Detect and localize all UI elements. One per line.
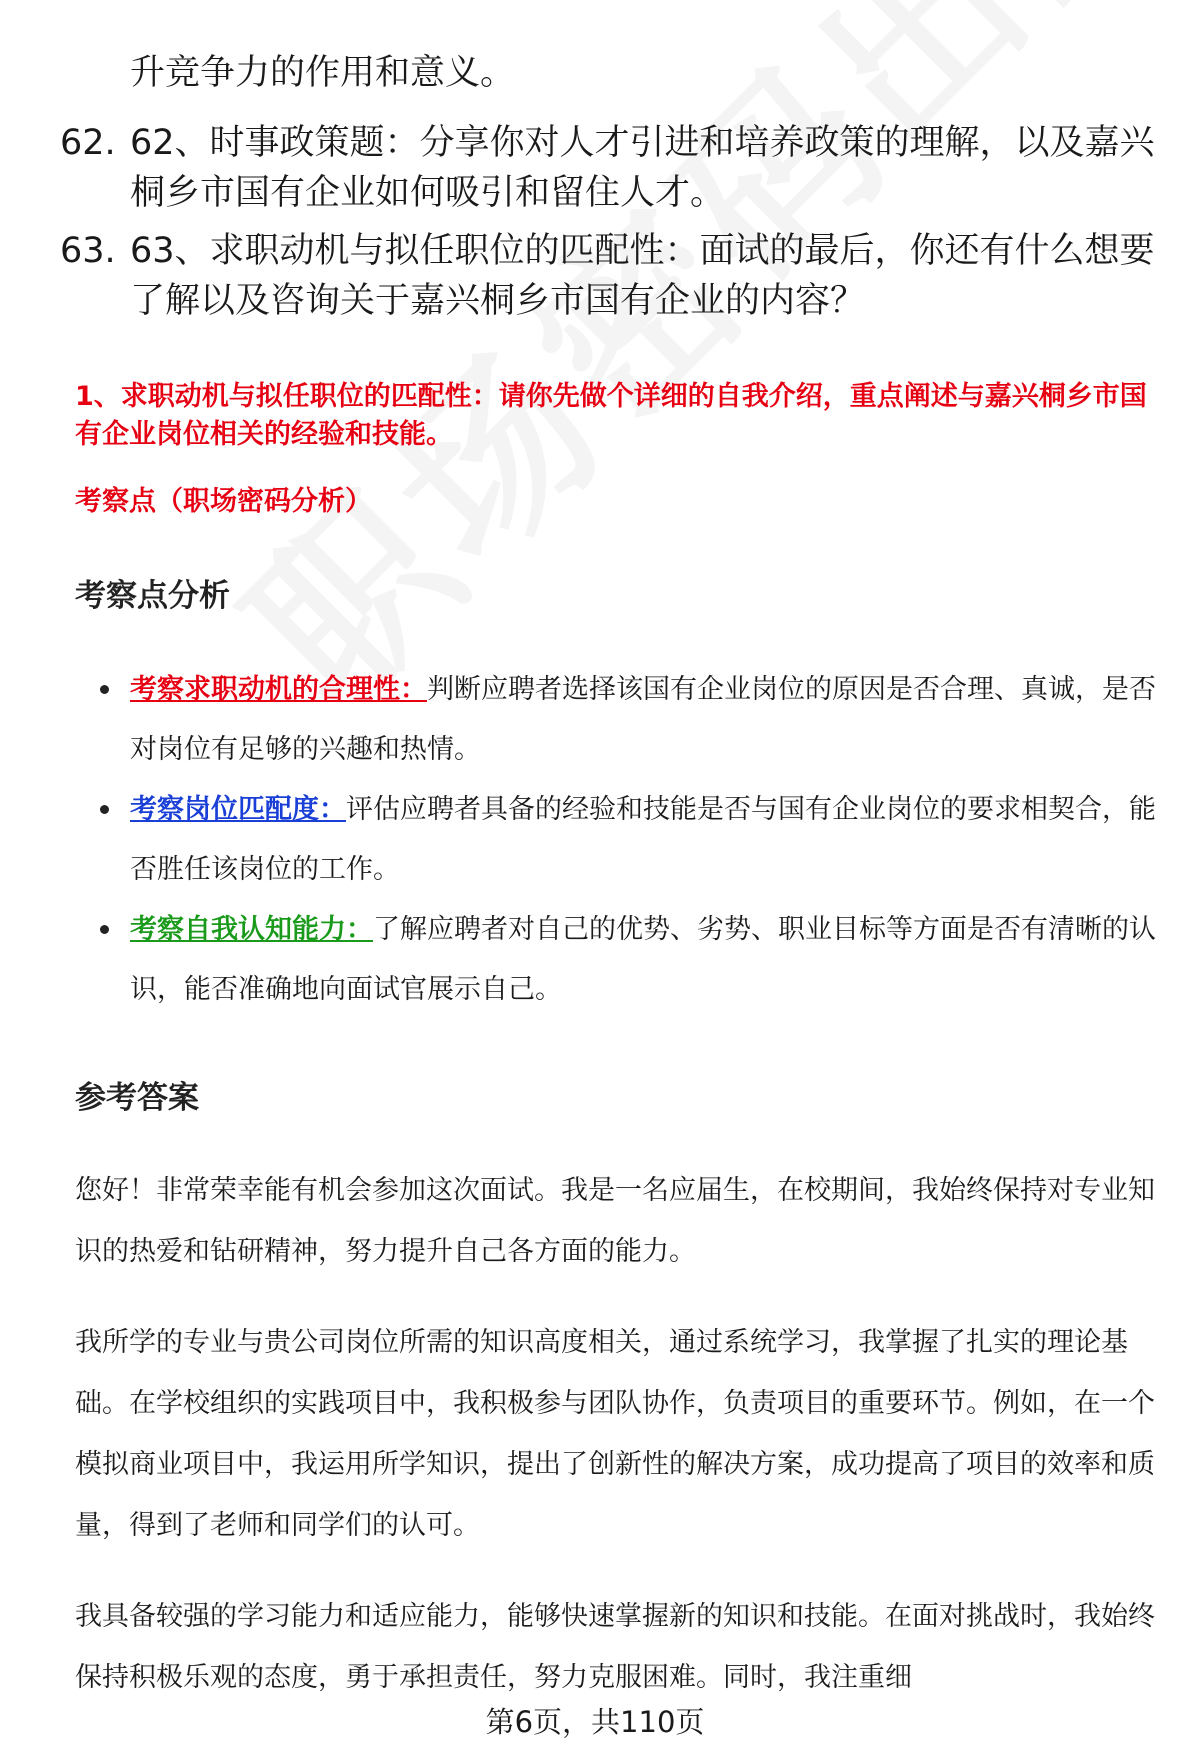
question-number: 63. (60, 231, 116, 271)
bullet-dot (100, 805, 109, 814)
kaochadian-label: 考察点（职场密码分析） (75, 486, 372, 517)
bullet-text: 判断应聘者选择该国有企业岗位的原因是否合理、真诚，是否对岗位有足够的兴趣和热情。 (130, 674, 1156, 765)
bullet-text: 了解应聘者对自己的优势、劣势、职业目标等方面是否有清晰的认识，能否准确地向面试官展示自己。 (130, 914, 1156, 1005)
question-text: 62、时事政策题：分享你对人才引进和培养政策的理解，以及嘉兴桐乡市国有企业如何吸引和留住人才。 (130, 123, 1155, 213)
answer-paragraph-3: 我具备较强的学习能力和适应能力，能够快速掌握新的知识和技能。在面对挑战时，我始终保持积极乐观的态度，勇于承担责任，努力克服困难。同时，我注重细 (75, 1601, 1155, 1693)
answer-paragraph-1: 您好！非常荣幸能有机会参加这次面试。我是一名应届生，在校期间，我始终保持对专业知识的热爱和钻研精神，努力提升自己各方面的能力。 (75, 1175, 1155, 1267)
question-62 (60, 118, 1160, 218)
bullet-dot (100, 685, 109, 694)
analysis-heading: 考察点分析 (75, 578, 230, 614)
intro-line (60, 48, 1160, 98)
analysis-list (100, 660, 1160, 1020)
list-item (100, 780, 1160, 900)
page-footer: 第6页，共110页 (485, 1705, 705, 1739)
answer-heading: 参考答案 (75, 1080, 199, 1116)
intro-line-text: 升竞争力的作用和意义。 (130, 53, 516, 93)
bullet-label: 考察自我认知能力： (130, 914, 373, 945)
highlight-question: 1、求职动机与拟任职位的匹配性：请你先做个详细的自我介绍，重点阐述与嘉兴桐乡市国有企业岗位相关的经验和技能。 (75, 381, 1147, 450)
bullet-label: 考察岗位匹配度： (130, 794, 346, 825)
list-item (100, 900, 1160, 1020)
question-text: 63、求职动机与拟任职位的匹配性：面试的最后，你还有什么想要了解以及咨询关于嘉兴桐乡市国有企业的内容？ (130, 231, 1155, 321)
question-number: 62. (60, 123, 116, 163)
bullet-dot (100, 925, 109, 934)
watermark (180, 0, 1190, 753)
answer-paragraph-2: 我所学的专业与贵公司岗位所需的知识高度相关，通过系统学习，我掌握了扎实的理论基础。在学校组织的实践项目中，我积极参与团队协作，负责项目的重要环节。例如，在一个模拟商业项目中，我运用所学知识，提出了创新性的解决方案，成功提高了项目的效率和质量，得到了老师和同学们的认可。 (75, 1327, 1155, 1541)
bullet-text: 评估应聘者具备的经验和技能是否与国有企业岗位的要求相契合，能否胜任该岗位的工作。 (130, 794, 1156, 885)
question-63 (60, 226, 1160, 326)
bullet-label: 考察求职动机的合理性： (130, 674, 427, 705)
list-item (100, 660, 1160, 780)
